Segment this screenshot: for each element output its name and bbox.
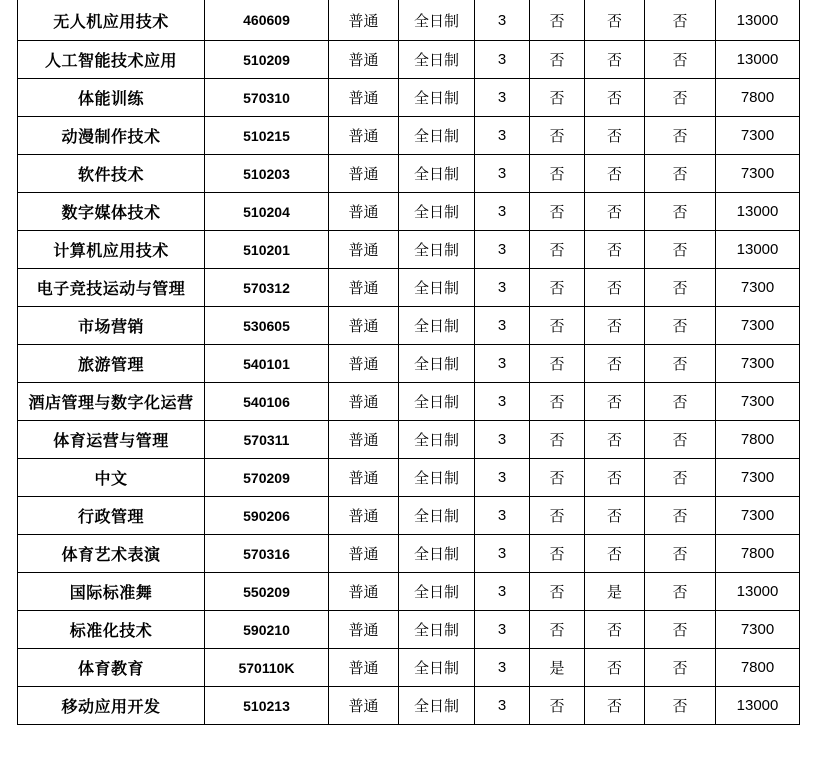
table-row (18, 535, 800, 573)
level-cell: 普通 (329, 649, 399, 687)
program-code-cell: 570311 (205, 421, 329, 459)
tuition-cell: 13000 (716, 41, 800, 79)
tuition-cell: 7300 (716, 611, 800, 649)
flag-b-cell: 否 (585, 269, 645, 307)
duration-cell: 3 (475, 269, 530, 307)
duration-cell: 3 (475, 611, 530, 649)
flag-b-cell: 否 (585, 535, 645, 573)
program-name-cell: 无人机应用技术 (18, 0, 205, 41)
tuition-cell: 7800 (716, 421, 800, 459)
level-cell: 普通 (329, 231, 399, 269)
level-cell: 普通 (329, 497, 399, 535)
table-row (18, 155, 800, 193)
flag-c-cell: 否 (645, 421, 716, 459)
flag-a-cell: 否 (530, 535, 585, 573)
duration-cell: 3 (475, 535, 530, 573)
level-cell: 普通 (329, 611, 399, 649)
programs-table-container (17, 0, 800, 725)
program-code-cell: 590206 (205, 497, 329, 535)
level-cell: 普通 (329, 307, 399, 345)
study-mode-cell: 全日制 (399, 307, 475, 345)
program-code-cell: 540101 (205, 345, 329, 383)
tuition-cell: 7300 (716, 459, 800, 497)
study-mode-cell: 全日制 (399, 611, 475, 649)
tuition-cell: 7300 (716, 155, 800, 193)
study-mode-cell: 全日制 (399, 687, 475, 725)
flag-a-cell: 否 (530, 497, 585, 535)
flag-c-cell: 否 (645, 231, 716, 269)
flag-a-cell: 否 (530, 459, 585, 497)
table-row (18, 307, 800, 345)
program-name-cell: 中文 (18, 459, 205, 497)
program-name-cell: 数字媒体技术 (18, 193, 205, 231)
flag-a-cell: 否 (530, 0, 585, 41)
program-name-cell: 体育教育 (18, 649, 205, 687)
program-name-cell: 酒店管理与数字化运营 (18, 383, 205, 421)
study-mode-cell: 全日制 (399, 573, 475, 611)
flag-b-cell: 否 (585, 41, 645, 79)
level-cell: 普通 (329, 0, 399, 41)
duration-cell: 3 (475, 421, 530, 459)
tuition-cell: 13000 (716, 231, 800, 269)
flag-a-cell: 否 (530, 269, 585, 307)
table-row (18, 497, 800, 535)
programs-table (17, 0, 800, 725)
flag-a-cell: 是 (530, 649, 585, 687)
level-cell: 普通 (329, 117, 399, 155)
study-mode-cell: 全日制 (399, 497, 475, 535)
duration-cell: 3 (475, 79, 530, 117)
flag-b-cell: 否 (585, 649, 645, 687)
duration-cell: 3 (475, 687, 530, 725)
flag-a-cell: 否 (530, 307, 585, 345)
flag-c-cell: 否 (645, 41, 716, 79)
flag-b-cell: 否 (585, 687, 645, 725)
table-row (18, 345, 800, 383)
program-name-cell: 旅游管理 (18, 345, 205, 383)
duration-cell: 3 (475, 459, 530, 497)
study-mode-cell: 全日制 (399, 193, 475, 231)
tuition-cell: 7300 (716, 383, 800, 421)
program-name-cell: 电子竞技运动与管理 (18, 269, 205, 307)
program-name-cell: 国际标准舞 (18, 573, 205, 611)
flag-a-cell: 否 (530, 193, 585, 231)
flag-b-cell: 否 (585, 231, 645, 269)
program-name-cell: 市场营销 (18, 307, 205, 345)
study-mode-cell: 全日制 (399, 269, 475, 307)
tuition-cell: 7300 (716, 307, 800, 345)
program-code-cell: 510213 (205, 687, 329, 725)
level-cell: 普通 (329, 155, 399, 193)
program-code-cell: 540106 (205, 383, 329, 421)
table-row (18, 269, 800, 307)
program-name-cell: 行政管理 (18, 497, 205, 535)
flag-c-cell: 否 (645, 155, 716, 193)
flag-c-cell: 否 (645, 497, 716, 535)
level-cell: 普通 (329, 41, 399, 79)
flag-b-cell: 否 (585, 117, 645, 155)
flag-b-cell: 否 (585, 0, 645, 41)
level-cell: 普通 (329, 383, 399, 421)
level-cell: 普通 (329, 193, 399, 231)
program-code-cell: 510215 (205, 117, 329, 155)
flag-a-cell: 否 (530, 155, 585, 193)
flag-a-cell: 否 (530, 611, 585, 649)
table-row (18, 193, 800, 231)
flag-c-cell: 否 (645, 687, 716, 725)
tuition-cell: 13000 (716, 687, 800, 725)
flag-b-cell: 否 (585, 459, 645, 497)
flag-a-cell: 否 (530, 383, 585, 421)
study-mode-cell: 全日制 (399, 155, 475, 193)
duration-cell: 3 (475, 0, 530, 41)
level-cell: 普通 (329, 79, 399, 117)
flag-b-cell: 否 (585, 155, 645, 193)
level-cell: 普通 (329, 535, 399, 573)
flag-c-cell: 否 (645, 573, 716, 611)
tuition-cell: 7800 (716, 649, 800, 687)
flag-a-cell: 否 (530, 79, 585, 117)
table-row (18, 421, 800, 459)
program-code-cell: 570312 (205, 269, 329, 307)
study-mode-cell: 全日制 (399, 117, 475, 155)
study-mode-cell: 全日制 (399, 535, 475, 573)
tuition-cell: 7800 (716, 79, 800, 117)
flag-b-cell: 否 (585, 79, 645, 117)
tuition-cell: 13000 (716, 573, 800, 611)
study-mode-cell: 全日制 (399, 459, 475, 497)
flag-c-cell: 否 (645, 611, 716, 649)
tuition-cell: 13000 (716, 0, 800, 41)
program-name-cell: 人工智能技术应用 (18, 41, 205, 79)
duration-cell: 3 (475, 649, 530, 687)
flag-b-cell: 否 (585, 497, 645, 535)
flag-a-cell: 否 (530, 345, 585, 383)
program-name-cell: 标准化技术 (18, 611, 205, 649)
table-body (18, 0, 800, 725)
program-code-cell: 510204 (205, 193, 329, 231)
level-cell: 普通 (329, 687, 399, 725)
study-mode-cell: 全日制 (399, 231, 475, 269)
tuition-cell: 7300 (716, 117, 800, 155)
duration-cell: 3 (475, 117, 530, 155)
duration-cell: 3 (475, 497, 530, 535)
table-row (18, 573, 800, 611)
program-name-cell: 移动应用开发 (18, 687, 205, 725)
flag-c-cell: 否 (645, 117, 716, 155)
program-name-cell: 计算机应用技术 (18, 231, 205, 269)
level-cell: 普通 (329, 421, 399, 459)
table-row (18, 117, 800, 155)
program-name-cell: 体育运营与管理 (18, 421, 205, 459)
flag-c-cell: 否 (645, 307, 716, 345)
flag-b-cell: 是 (585, 573, 645, 611)
flag-c-cell: 否 (645, 459, 716, 497)
duration-cell: 3 (475, 231, 530, 269)
duration-cell: 3 (475, 345, 530, 383)
flag-c-cell: 否 (645, 383, 716, 421)
flag-c-cell: 否 (645, 535, 716, 573)
flag-b-cell: 否 (585, 345, 645, 383)
tuition-cell: 7300 (716, 497, 800, 535)
study-mode-cell: 全日制 (399, 79, 475, 117)
flag-a-cell: 否 (530, 421, 585, 459)
flag-a-cell: 否 (530, 41, 585, 79)
flag-a-cell: 否 (530, 117, 585, 155)
flag-c-cell: 否 (645, 269, 716, 307)
flag-c-cell: 否 (645, 345, 716, 383)
table-row (18, 611, 800, 649)
program-code-cell: 590210 (205, 611, 329, 649)
program-name-cell: 体育艺术表演 (18, 535, 205, 573)
level-cell: 普通 (329, 573, 399, 611)
program-code-cell: 510209 (205, 41, 329, 79)
tuition-cell: 7300 (716, 345, 800, 383)
program-name-cell: 体能训练 (18, 79, 205, 117)
flag-b-cell: 否 (585, 193, 645, 231)
program-code-cell: 510203 (205, 155, 329, 193)
study-mode-cell: 全日制 (399, 383, 475, 421)
level-cell: 普通 (329, 269, 399, 307)
study-mode-cell: 全日制 (399, 649, 475, 687)
program-code-cell: 460609 (205, 0, 329, 41)
table-row (18, 687, 800, 725)
duration-cell: 3 (475, 41, 530, 79)
flag-a-cell: 否 (530, 573, 585, 611)
level-cell: 普通 (329, 459, 399, 497)
level-cell: 普通 (329, 345, 399, 383)
duration-cell: 3 (475, 193, 530, 231)
flag-b-cell: 否 (585, 611, 645, 649)
duration-cell: 3 (475, 383, 530, 421)
program-code-cell: 570316 (205, 535, 329, 573)
study-mode-cell: 全日制 (399, 0, 475, 41)
program-name-cell: 动漫制作技术 (18, 117, 205, 155)
table-row (18, 383, 800, 421)
study-mode-cell: 全日制 (399, 41, 475, 79)
program-code-cell: 530605 (205, 307, 329, 345)
program-code-cell: 570110K (205, 649, 329, 687)
tuition-cell: 7300 (716, 269, 800, 307)
flag-c-cell: 否 (645, 193, 716, 231)
tuition-cell: 7800 (716, 535, 800, 573)
study-mode-cell: 全日制 (399, 421, 475, 459)
flag-c-cell: 否 (645, 649, 716, 687)
table-row (18, 459, 800, 497)
flag-b-cell: 否 (585, 383, 645, 421)
program-name-cell: 软件技术 (18, 155, 205, 193)
table-row (18, 0, 800, 41)
program-code-cell: 570310 (205, 79, 329, 117)
flag-a-cell: 否 (530, 687, 585, 725)
study-mode-cell: 全日制 (399, 345, 475, 383)
program-code-cell: 570209 (205, 459, 329, 497)
flag-c-cell: 否 (645, 79, 716, 117)
table-row (18, 649, 800, 687)
program-code-cell: 550209 (205, 573, 329, 611)
tuition-cell: 13000 (716, 193, 800, 231)
flag-c-cell: 否 (645, 0, 716, 41)
flag-b-cell: 否 (585, 421, 645, 459)
table-row (18, 41, 800, 79)
duration-cell: 3 (475, 155, 530, 193)
duration-cell: 3 (475, 573, 530, 611)
duration-cell: 3 (475, 307, 530, 345)
table-row (18, 231, 800, 269)
table-row (18, 79, 800, 117)
flag-b-cell: 否 (585, 307, 645, 345)
flag-a-cell: 否 (530, 231, 585, 269)
program-code-cell: 510201 (205, 231, 329, 269)
